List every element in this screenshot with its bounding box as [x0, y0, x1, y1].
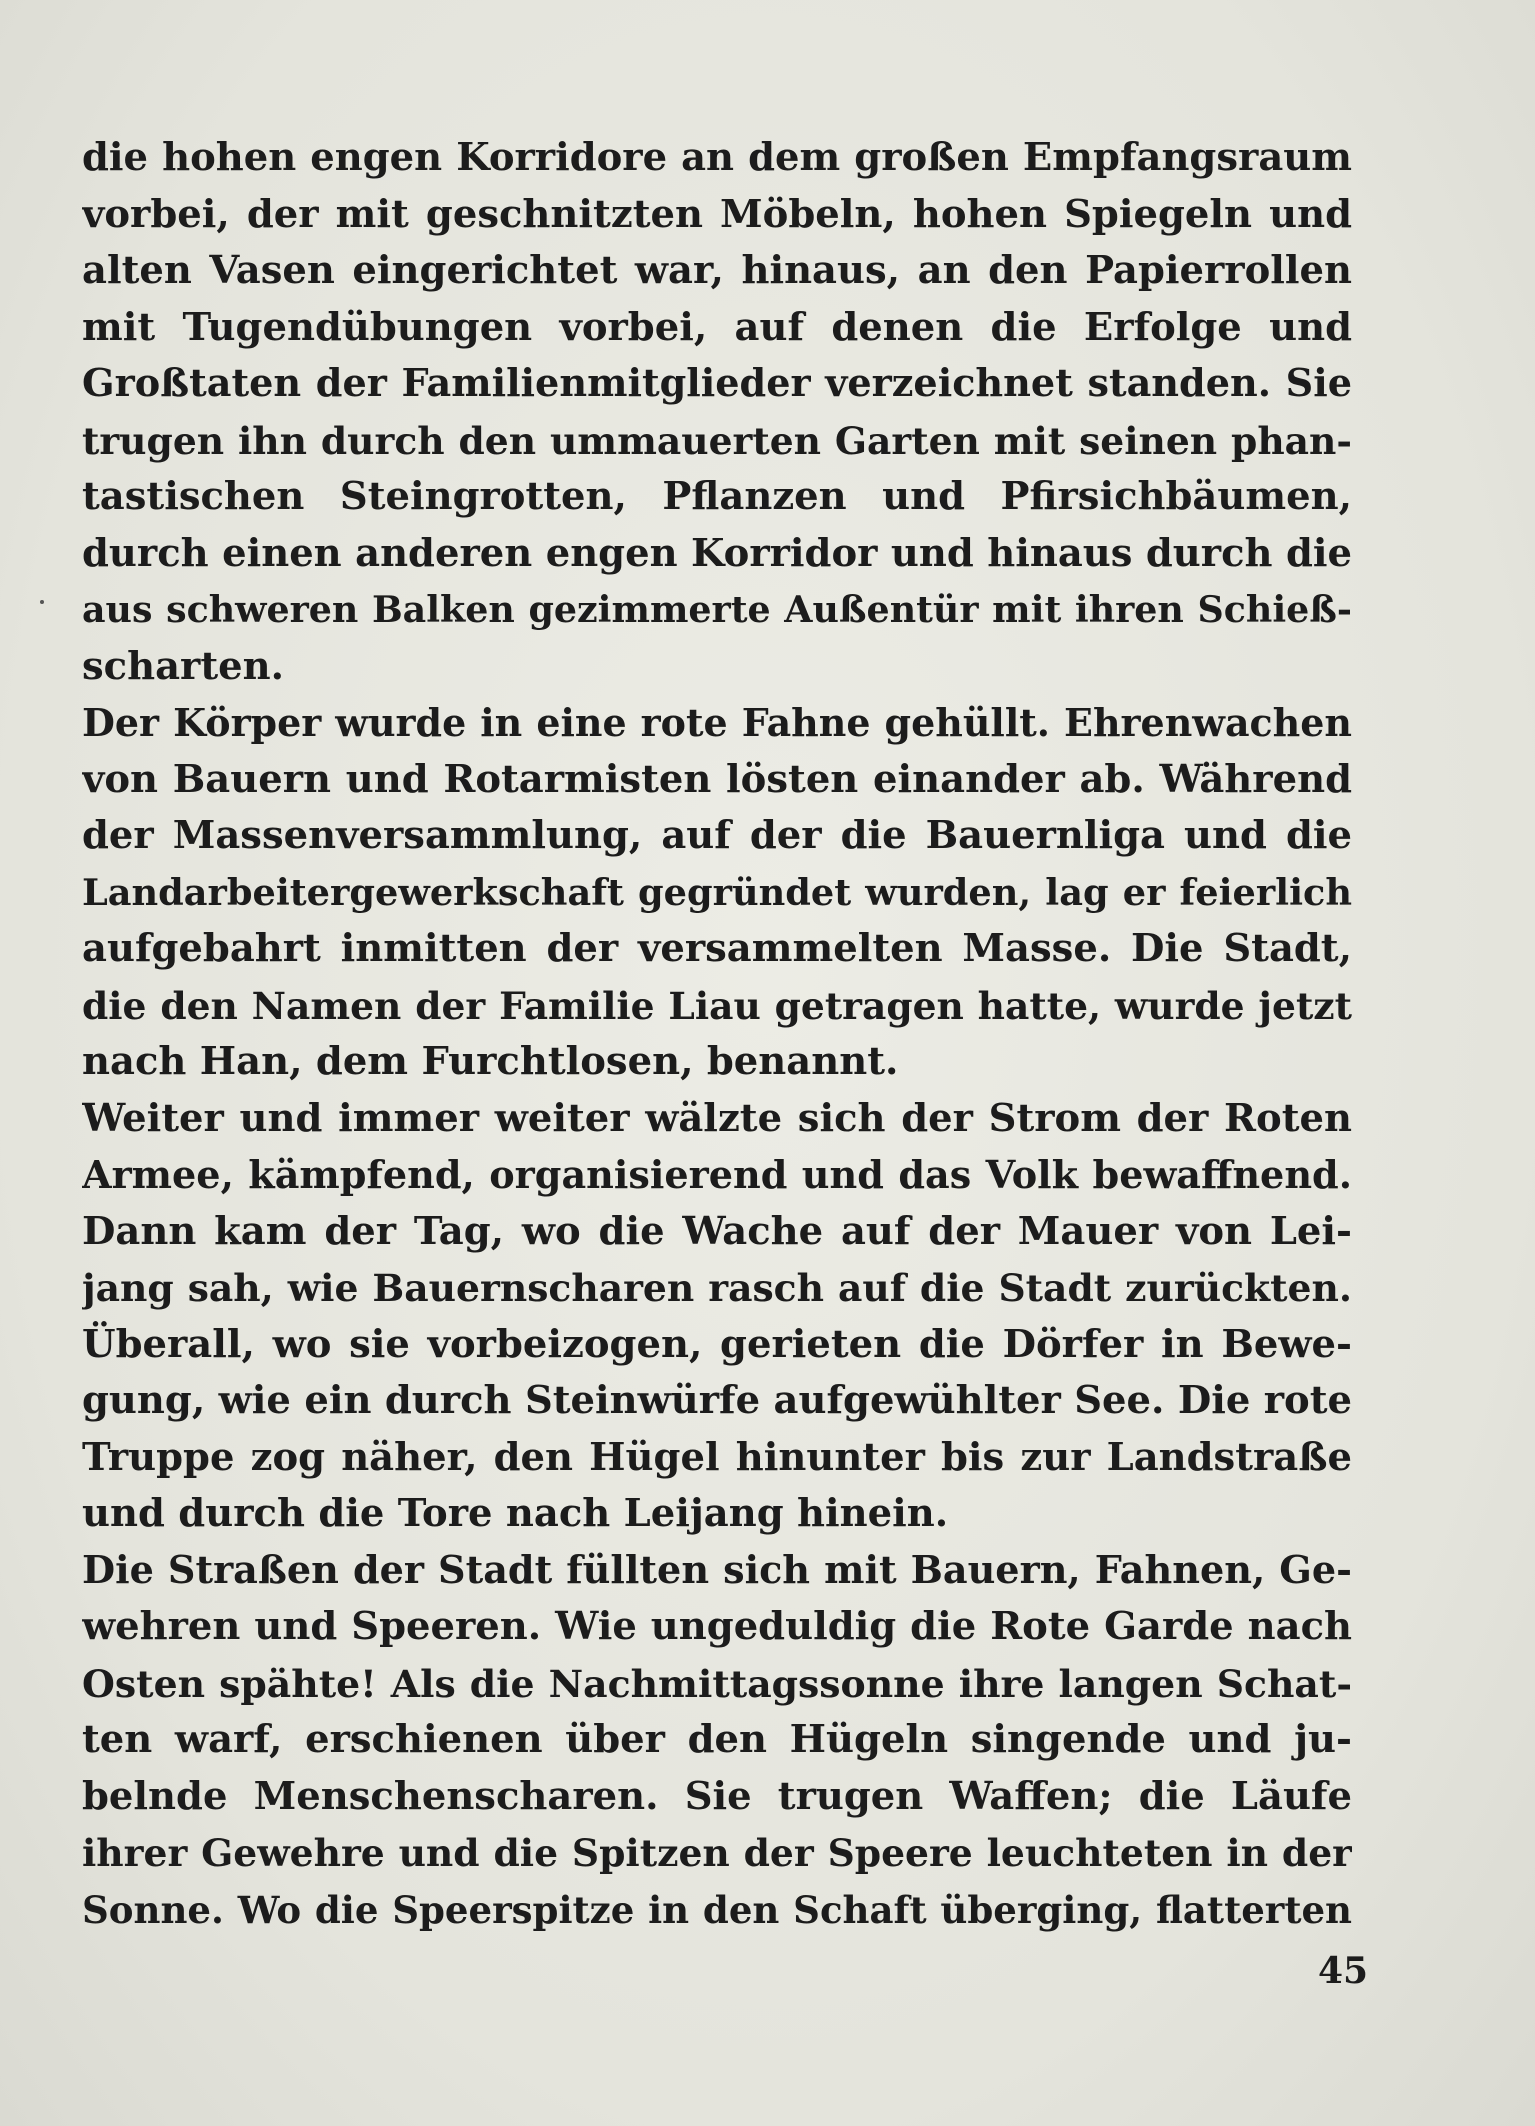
- text-line: Truppe zog näher, den Hügel hinunter bis zur Landstraße: [82, 1434, 1352, 1480]
- text-line: gung, wie ein durch Steinwürfe aufgewühlter See. Die rote: [82, 1378, 1352, 1423]
- text-line: mit Tugendübungen vorbei, auf denen die Erfolge und: [82, 304, 1352, 350]
- page-number: 45: [1318, 1950, 1369, 1992]
- text-line: Überall, wo sie vorbeizogen, gerieten die Dörfer in Bewe-: [82, 1321, 1352, 1367]
- text-line: die hohen engen Korridore an dem großen Empfangsraum: [82, 135, 1352, 180]
- paper-speck: [40, 600, 44, 604]
- text-line: Osten spähte! Als die Nachmittagssonne ihre langen Schat-: [82, 1661, 1352, 1706]
- text-line: durch einen anderen engen Korridor und hinaus durch die: [82, 530, 1352, 576]
- text-line: belnde Menschenscharen. Sie trugen Waffen; die Läufe: [82, 1773, 1352, 1819]
- text-line: und durch die Tore nach Leijang hinein.: [82, 1491, 949, 1536]
- text-line: Sonne. Wo die Speerspitze in den Schaft überging, flatterten: [82, 1887, 1352, 1932]
- text-line: Großtaten der Familienmitglieder verzeichnet standen. Sie: [82, 361, 1352, 406]
- text-line: tastischen Steingrotten, Pflanzen und Pfirsichbäumen,: [82, 474, 1352, 519]
- text-line: Die Straßen der Stadt füllten sich mit Bauern, Fahnen, Ge-: [82, 1547, 1352, 1593]
- text-line: scharten.: [82, 643, 285, 689]
- text-line: vorbei, der mit geschnitzten Möbeln, hohen Spiegeln und: [82, 191, 1352, 237]
- text-line: ten warf, erschienen über den Hügeln singende und ju-: [82, 1717, 1352, 1762]
- text-line: wehren und Speeren. Wie ungeduldig die Rote Garde nach: [82, 1604, 1352, 1649]
- text-line: trugen ihn durch den ummauerten Garten mit seinen phan-: [82, 418, 1352, 463]
- text-line: der Massenversammlung, auf der die Bauernliga und die: [82, 813, 1352, 858]
- text-line: aus schweren Balken gezimmerte Außentür mit ihren Schieß-: [82, 588, 1352, 631]
- text-line: die den Namen der Familie Liau getragen hatte, wurde jetzt: [82, 983, 1352, 1028]
- text-line: ihrer Gewehre und die Spitzen der Speere leuchteten in der: [82, 1831, 1352, 1875]
- text-line: Dann kam der Tag, wo die Wache auf der Mauer von Lei-: [82, 1208, 1352, 1254]
- text-line: Landarbeitergewerkschaft gegründet wurden, lag er feierlich: [82, 870, 1352, 914]
- text-line: Der Körper wurde in eine rote Fahne gehüllt. Ehrenwachen: [82, 700, 1352, 745]
- text-line: Weiter und immer weiter wälzte sich der Strom der Roten: [82, 1095, 1352, 1141]
- body-text: [82, 130, 1352, 1938]
- text-line: aufgebahrt inmitten der versammelten Masse. Die Stadt,: [82, 926, 1352, 971]
- text-line: Armee, kämpfend, organisierend und das Volk bewaffnend.: [82, 1152, 1352, 1197]
- text-line: von Bauern und Rotarmisten lösten einander ab. Während: [82, 756, 1352, 802]
- text-line: nach Han, dem Furchtlosen, benannt.: [82, 1039, 899, 1084]
- text-line: alten Vasen eingerichtet war, hinaus, an den Papierrollen: [82, 248, 1352, 293]
- text-line: jang sah, wie Bauernscharen rasch auf die Stadt zurückten.: [82, 1266, 1352, 1310]
